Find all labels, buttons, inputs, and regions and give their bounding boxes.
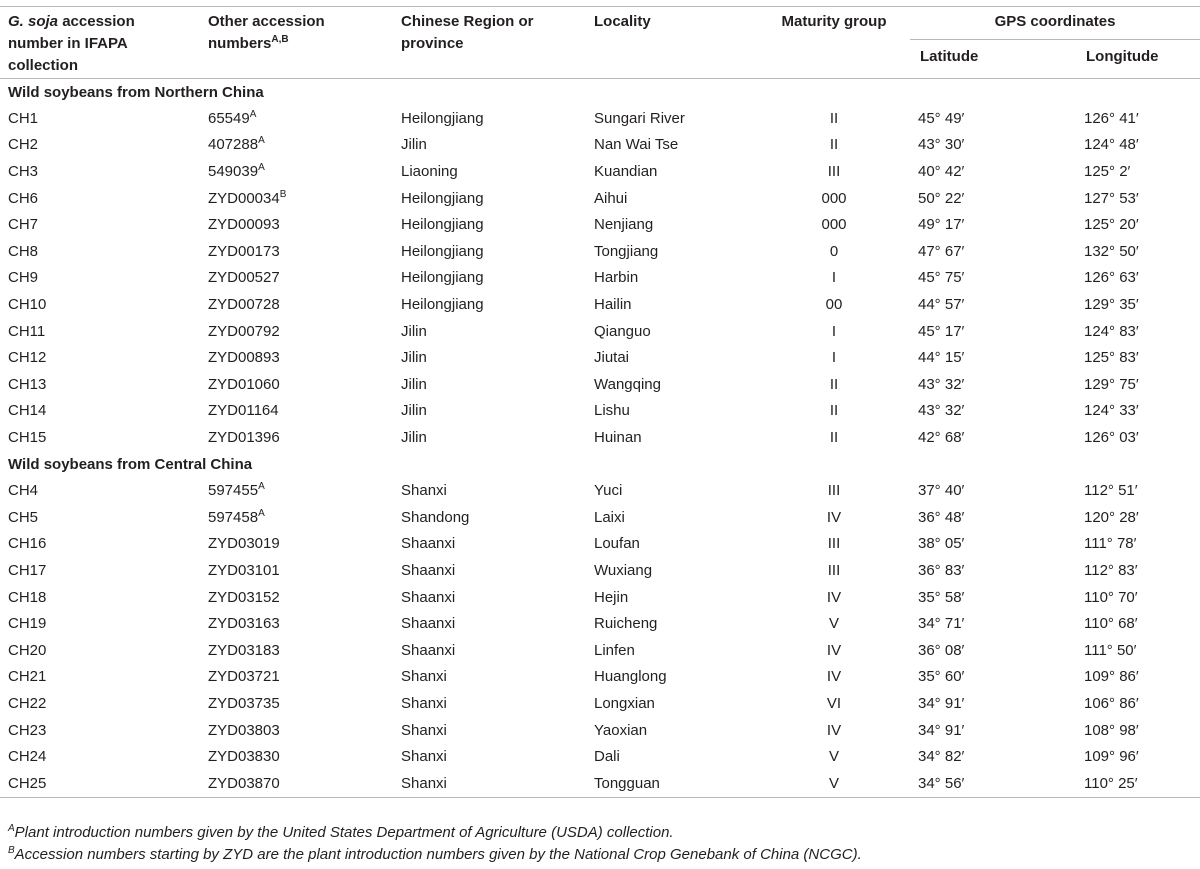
cell-region: Shaanxi bbox=[401, 615, 456, 633]
cell-latitude: 35° 58′ bbox=[918, 588, 965, 606]
cell-accession: CH6 bbox=[8, 189, 39, 207]
cell-other-number bbox=[200, 239, 393, 266]
other-number-text: ZYD00527 bbox=[208, 269, 280, 287]
footnote-ref: A bbox=[249, 108, 257, 120]
cell-region: Shanxi bbox=[401, 694, 447, 712]
other-number-text: 597458 bbox=[208, 508, 259, 526]
cell-locality: Nan Wai Tse bbox=[594, 136, 679, 154]
other-number-text: ZYD03152 bbox=[208, 588, 280, 606]
cell-region: Shanxi bbox=[401, 482, 447, 500]
cell-locality: Huanglong bbox=[594, 668, 667, 686]
cell-accession: CH4 bbox=[8, 482, 39, 500]
table-row bbox=[0, 717, 1200, 744]
cell-maturity: IV bbox=[826, 508, 842, 526]
cell-accession: CH18 bbox=[8, 588, 47, 606]
cell-latitude: 47° 67′ bbox=[918, 242, 965, 260]
table-row bbox=[0, 398, 1200, 425]
table-row bbox=[0, 132, 1200, 159]
cell-region: Jilin bbox=[401, 375, 427, 393]
cell-longitude: 126° 63′ bbox=[1084, 269, 1139, 287]
header-locality: Locality bbox=[594, 13, 651, 30]
cell-locality: Dali bbox=[594, 748, 620, 766]
cell-accession: CH2 bbox=[8, 136, 39, 154]
cell-locality: Linfen bbox=[594, 641, 635, 659]
cell-locality: Wangqing bbox=[594, 375, 661, 393]
cell-region: Heilongjiang bbox=[401, 269, 484, 287]
cell-longitude: 126° 03′ bbox=[1084, 429, 1139, 447]
cell-locality: Loufan bbox=[594, 535, 640, 553]
cell-other-number bbox=[200, 584, 393, 611]
cell-maturity: IV bbox=[826, 588, 842, 606]
footnote-a bbox=[8, 822, 862, 844]
table-row bbox=[0, 691, 1200, 718]
cell-longitude: 132° 50′ bbox=[1084, 242, 1139, 260]
footnote-ref: A bbox=[258, 162, 265, 174]
table-row bbox=[0, 744, 1200, 771]
cell-longitude: 124° 48′ bbox=[1084, 136, 1139, 154]
other-number-text: ZYD00173 bbox=[208, 242, 280, 260]
table-row bbox=[0, 611, 1200, 638]
cell-longitude: 111° 50′ bbox=[1084, 641, 1137, 659]
header-accession bbox=[0, 7, 200, 79]
cell-other-number bbox=[200, 425, 393, 452]
cell-maturity: II bbox=[829, 429, 839, 447]
cell-maturity: V bbox=[828, 748, 839, 766]
cell-maturity: IV bbox=[826, 641, 842, 659]
cell-other-number bbox=[200, 531, 393, 558]
cell-maturity: 000 bbox=[821, 189, 847, 207]
section-row bbox=[0, 79, 1200, 106]
cell-region: Shanxi bbox=[393, 770, 586, 797]
table-row bbox=[0, 345, 1200, 372]
other-number-text: ZYD03870 bbox=[208, 774, 280, 792]
cell-locality: Lishu bbox=[594, 402, 630, 420]
cell-accession: CH7 bbox=[8, 216, 39, 234]
cell-longitude: 110° 25′ bbox=[1076, 770, 1200, 797]
cell-longitude: 125° 83′ bbox=[1084, 349, 1139, 367]
table-row bbox=[0, 292, 1200, 319]
table-row bbox=[0, 318, 1200, 345]
table-row bbox=[0, 584, 1200, 611]
cell-maturity: 000 bbox=[821, 216, 847, 234]
cell-locality: Hailin bbox=[594, 296, 632, 314]
cell-other-number bbox=[200, 770, 393, 797]
cell-latitude: 35° 60′ bbox=[918, 668, 965, 686]
table-body bbox=[0, 79, 1200, 798]
other-number-text: ZYD00034 bbox=[208, 189, 280, 207]
cell-region: Shaanxi bbox=[401, 641, 456, 659]
cell-accession: CH3 bbox=[8, 163, 39, 181]
cell-maturity: I bbox=[831, 349, 837, 367]
cell-accession: CH12 bbox=[8, 349, 47, 367]
table-row bbox=[0, 425, 1200, 452]
cell-other-number bbox=[200, 558, 393, 585]
cell-latitude: 45° 49′ bbox=[918, 109, 965, 127]
cell-region: Shaanxi bbox=[401, 588, 456, 606]
other-number-text: ZYD01164 bbox=[208, 402, 279, 420]
cell-longitude: 111° 78′ bbox=[1084, 535, 1137, 553]
cell-longitude: 125° 2′ bbox=[1084, 163, 1131, 181]
cell-longitude: 120° 28′ bbox=[1084, 508, 1139, 526]
cell-region: Heilongjiang bbox=[401, 296, 484, 314]
cell-locality: Harbin bbox=[594, 269, 639, 287]
cell-other-number bbox=[200, 132, 393, 159]
cell-other-number bbox=[200, 372, 393, 399]
cell-latitude: 40° 42′ bbox=[918, 163, 965, 181]
footnote-text: Accession numbers starting by ZYD are the plant introduction numbers given by the National Crop Genebank of China (NCGC). bbox=[14, 846, 862, 863]
cell-longitude: 106° 86′ bbox=[1084, 694, 1139, 712]
cell-longitude: 112° 83′ bbox=[1084, 561, 1138, 579]
cell-other-number bbox=[200, 212, 393, 239]
header-accession-text: accession number in IFAPA collection bbox=[8, 13, 135, 74]
cell-region: Heilongjiang bbox=[401, 109, 484, 127]
cell-longitude: 129° 35′ bbox=[1084, 296, 1139, 314]
cell-accession: CH22 bbox=[8, 694, 47, 712]
other-number-text: ZYD00792 bbox=[208, 322, 280, 340]
cell-accession: CH19 bbox=[8, 615, 47, 633]
cell-locality: Longxian bbox=[594, 694, 655, 712]
cell-accession: CH8 bbox=[8, 242, 39, 260]
table-header bbox=[0, 7, 1200, 79]
table-row bbox=[0, 185, 1200, 212]
cell-maturity: V bbox=[828, 615, 839, 633]
cell-longitude: 112° 51′ bbox=[1084, 482, 1138, 500]
cell-longitude: 125° 20′ bbox=[1084, 216, 1139, 234]
header-maturity: Maturity group bbox=[781, 13, 887, 30]
cell-locality: Tongguan bbox=[586, 770, 758, 797]
cell-region: Shanxi bbox=[401, 668, 447, 686]
cell-latitude: 34° 71′ bbox=[918, 615, 965, 633]
cell-maturity: IV bbox=[826, 721, 842, 739]
section-row bbox=[0, 451, 1200, 478]
cell-longitude: 110° 70′ bbox=[1084, 588, 1138, 606]
accessions-table bbox=[0, 6, 1200, 798]
header-gps: GPS coordinates bbox=[910, 7, 1200, 40]
cell-accession: CH16 bbox=[8, 535, 47, 553]
cell-longitude: 129° 75′ bbox=[1084, 375, 1139, 393]
cell-locality: Hejin bbox=[594, 588, 629, 606]
cell-latitude: 45° 17′ bbox=[918, 322, 965, 340]
other-number-text: ZYD00893 bbox=[208, 349, 280, 367]
cell-maturity: III bbox=[827, 482, 841, 500]
cell-maturity: II bbox=[829, 109, 839, 127]
other-number-text: 597455 bbox=[208, 482, 259, 500]
footnote-mark: A bbox=[8, 823, 15, 834]
cell-locality: Yuci bbox=[594, 482, 623, 500]
cell-region: Jilin bbox=[401, 429, 427, 447]
cell-other-number bbox=[200, 106, 393, 133]
other-number-text: ZYD03019 bbox=[208, 535, 280, 553]
cell-longitude: 108° 98′ bbox=[1084, 721, 1139, 739]
cell-other-number bbox=[200, 185, 393, 212]
cell-longitude: 126° 41′ bbox=[1084, 109, 1139, 127]
cell-latitude: 36° 48′ bbox=[918, 508, 965, 526]
other-number-text: ZYD03183 bbox=[208, 641, 280, 659]
cell-accession: CH11 bbox=[8, 322, 46, 340]
cell-locality: Huinan bbox=[594, 429, 642, 447]
section-title: Wild soybeans from Northern China bbox=[8, 83, 264, 101]
cell-locality: Laixi bbox=[594, 508, 625, 526]
cell-other-number bbox=[200, 691, 393, 718]
cell-other-number bbox=[200, 717, 393, 744]
cell-latitude: 43° 32′ bbox=[918, 375, 965, 393]
other-number-text: 65549 bbox=[208, 109, 250, 127]
cell-region: Shaanxi bbox=[401, 561, 456, 579]
other-number-text: ZYD00728 bbox=[208, 296, 280, 314]
table-row bbox=[0, 372, 1200, 399]
footnote-ref: A bbox=[258, 135, 265, 147]
cell-accession: CH5 bbox=[8, 508, 39, 526]
cell-other-number bbox=[200, 345, 393, 372]
header-other-sup: A,B bbox=[271, 34, 289, 45]
cell-maturity: III bbox=[827, 561, 841, 579]
cell-longitude: 109° 96′ bbox=[1084, 748, 1139, 766]
cell-other-number bbox=[200, 398, 393, 425]
header-region: Chinese Region or province bbox=[401, 13, 534, 52]
cell-latitude: 43° 32′ bbox=[918, 402, 965, 420]
table-row bbox=[0, 531, 1200, 558]
other-number-text: ZYD03101 bbox=[208, 561, 280, 579]
cell-accession: CH21 bbox=[8, 668, 47, 686]
cell-longitude: 124° 33′ bbox=[1084, 402, 1139, 420]
other-number-text: ZYD03721 bbox=[208, 668, 280, 686]
header-species: G. soja bbox=[8, 13, 59, 30]
cell-accession: CH20 bbox=[8, 641, 47, 659]
cell-other-number bbox=[200, 664, 393, 691]
cell-locality: Qianguo bbox=[594, 322, 651, 340]
cell-latitude: 42° 68′ bbox=[918, 429, 965, 447]
table-row bbox=[0, 239, 1200, 266]
cell-latitude: 34° 82′ bbox=[918, 748, 965, 766]
footnotes bbox=[8, 822, 862, 866]
cell-maturity: 0 bbox=[829, 242, 839, 260]
cell-accession: CH25 bbox=[0, 770, 200, 797]
cell-other-number bbox=[200, 265, 393, 292]
cell-longitude: 127° 53′ bbox=[1084, 189, 1139, 207]
cell-latitude: 50° 22′ bbox=[918, 189, 965, 207]
table-row bbox=[0, 106, 1200, 133]
table-row bbox=[0, 505, 1200, 532]
cell-accession: CH13 bbox=[8, 375, 47, 393]
cell-other-number bbox=[200, 744, 393, 771]
cell-maturity: IV bbox=[826, 668, 842, 686]
cell-latitude: 34° 56′ bbox=[910, 770, 1076, 797]
footnote-text: Plant introduction numbers given by the United States Department of Agriculture (USDA) collection. bbox=[14, 824, 674, 841]
other-number-text: ZYD03163 bbox=[208, 615, 280, 633]
cell-maturity: V bbox=[758, 770, 910, 797]
footnote-ref: B bbox=[279, 188, 287, 200]
header-longitude: Longitude bbox=[1086, 48, 1159, 65]
cell-other-number bbox=[200, 505, 393, 532]
table-row bbox=[0, 664, 1200, 691]
cell-other-number bbox=[200, 637, 393, 664]
cell-other-number bbox=[200, 611, 393, 638]
cell-latitude: 37° 40′ bbox=[918, 482, 965, 500]
cell-other-number bbox=[200, 159, 393, 186]
footnote-b bbox=[8, 844, 862, 866]
cell-locality: Yaoxian bbox=[594, 721, 648, 739]
cell-locality: Ruicheng bbox=[594, 615, 658, 633]
cell-accession: CH17 bbox=[8, 561, 47, 579]
cell-latitude: 36° 83′ bbox=[918, 561, 965, 579]
cell-latitude: 49° 17′ bbox=[918, 216, 965, 234]
other-number-text: ZYD03830 bbox=[208, 748, 280, 766]
cell-latitude: 34° 91′ bbox=[918, 694, 965, 712]
cell-region: Jilin bbox=[401, 136, 427, 154]
table-row bbox=[0, 558, 1200, 585]
other-number-text: ZYD01060 bbox=[208, 375, 280, 393]
cell-maturity: III bbox=[827, 163, 841, 181]
cell-maturity: II bbox=[829, 402, 839, 420]
table-row bbox=[0, 212, 1200, 239]
cell-other-number bbox=[200, 318, 393, 345]
other-number-text: ZYD00093 bbox=[208, 216, 280, 234]
cell-region: Shandong bbox=[401, 508, 470, 526]
cell-latitude: 45° 75′ bbox=[918, 269, 965, 287]
table-row bbox=[0, 637, 1200, 664]
cell-locality: Tongjiang bbox=[594, 242, 659, 260]
cell-other-number bbox=[200, 478, 393, 505]
header-other-numbers bbox=[200, 7, 393, 79]
cell-region: Heilongjiang bbox=[401, 189, 484, 207]
other-number-text: ZYD01396 bbox=[208, 429, 280, 447]
cell-latitude: 36° 08′ bbox=[918, 641, 965, 659]
cell-maturity: III bbox=[827, 535, 841, 553]
table-row bbox=[0, 265, 1200, 292]
cell-accession: CH14 bbox=[8, 402, 47, 420]
cell-locality: Sungari River bbox=[594, 109, 685, 127]
header-other-text: Other accession numbers bbox=[208, 13, 325, 52]
table-row bbox=[0, 770, 1200, 797]
cell-region: Jilin bbox=[401, 402, 427, 420]
cell-locality: Jiutai bbox=[594, 349, 630, 367]
cell-latitude: 34° 91′ bbox=[918, 721, 965, 739]
cell-latitude: 44° 15′ bbox=[918, 349, 965, 367]
other-number-text: 407288 bbox=[208, 136, 259, 154]
cell-region: Heilongjiang bbox=[401, 216, 484, 234]
cell-longitude: 110° 68′ bbox=[1084, 615, 1138, 633]
cell-accession: CH1 bbox=[8, 109, 39, 127]
cell-locality: Aihui bbox=[594, 189, 628, 207]
cell-accession: CH10 bbox=[8, 296, 47, 314]
cell-longitude: 124° 83′ bbox=[1084, 322, 1139, 340]
cell-maturity: II bbox=[829, 375, 839, 393]
cell-maturity: 00 bbox=[825, 296, 843, 314]
other-number-text: ZYD03803 bbox=[208, 721, 280, 739]
cell-maturity: I bbox=[831, 269, 837, 287]
table-row bbox=[0, 159, 1200, 186]
table-row bbox=[0, 478, 1200, 505]
cell-region: Shanxi bbox=[401, 748, 447, 766]
cell-accession: CH9 bbox=[8, 269, 39, 287]
footnote-ref: A bbox=[258, 481, 265, 493]
cell-locality: Kuandian bbox=[594, 163, 658, 181]
cell-accession: CH15 bbox=[8, 429, 47, 447]
cell-accession: CH23 bbox=[8, 721, 47, 739]
cell-maturity: VI bbox=[826, 694, 842, 712]
cell-locality: Wuxiang bbox=[594, 561, 653, 579]
cell-other-number bbox=[200, 292, 393, 319]
cell-longitude: 109° 86′ bbox=[1084, 668, 1139, 686]
cell-latitude: 44° 57′ bbox=[918, 296, 965, 314]
cell-region: Heilongjiang bbox=[401, 242, 484, 260]
section-title: Wild soybeans from Central China bbox=[8, 456, 253, 474]
cell-region: Jilin bbox=[401, 349, 427, 367]
cell-locality: Nenjiang bbox=[594, 216, 654, 234]
cell-maturity: II bbox=[829, 136, 839, 154]
cell-accession: CH24 bbox=[8, 748, 47, 766]
cell-region: Shanxi bbox=[401, 721, 447, 739]
other-number-text: ZYD03735 bbox=[208, 694, 280, 712]
cell-region: Jilin bbox=[401, 322, 427, 340]
cell-region: Shaanxi bbox=[401, 535, 456, 553]
cell-latitude: 43° 30′ bbox=[918, 136, 965, 154]
cell-latitude: 38° 05′ bbox=[918, 535, 965, 553]
footnote-ref: A bbox=[258, 507, 265, 519]
cell-maturity: I bbox=[831, 322, 837, 340]
header-latitude: Latitude bbox=[920, 48, 979, 65]
cell-region: Liaoning bbox=[401, 163, 458, 181]
other-number-text: 549039 bbox=[208, 163, 259, 181]
footnote-mark: B bbox=[8, 845, 15, 856]
